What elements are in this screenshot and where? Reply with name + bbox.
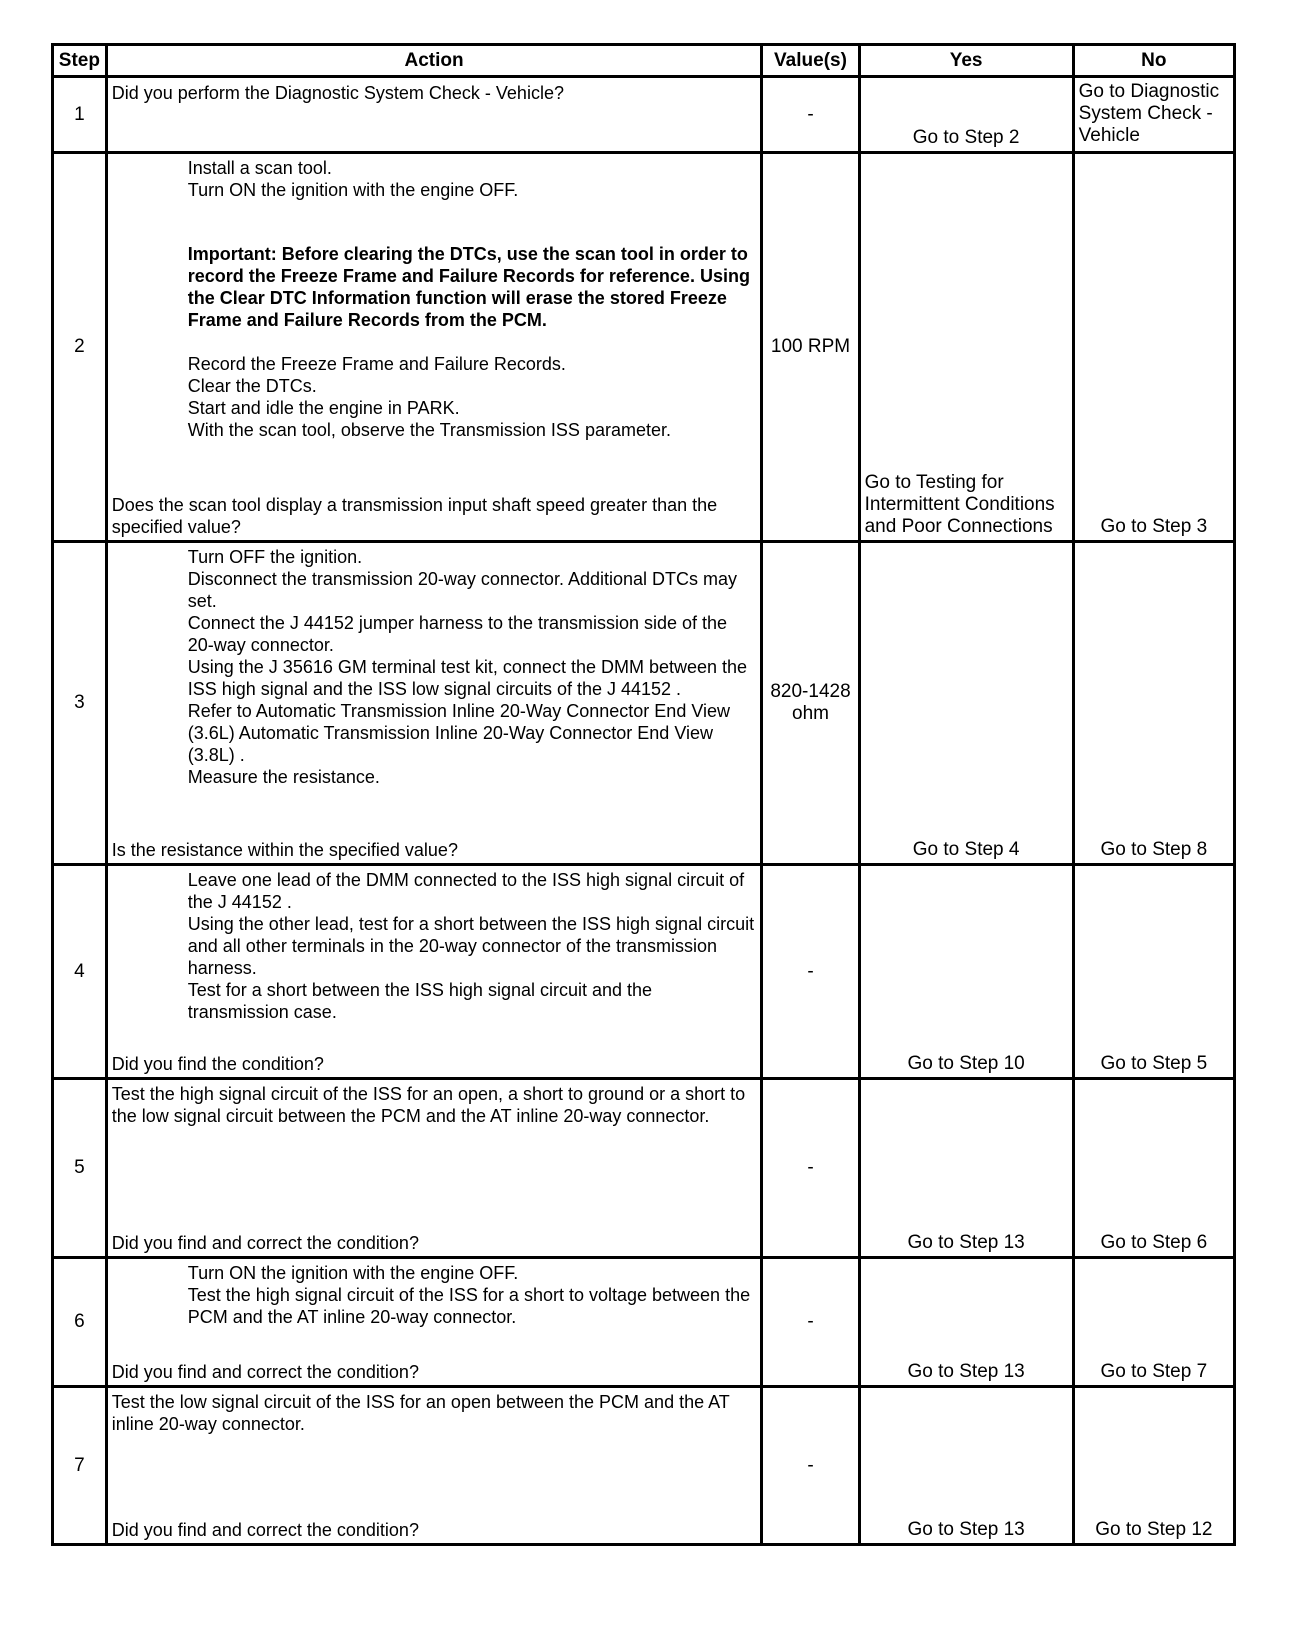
step-item: Turn ON the ignition with the engine OFF. xyxy=(187,1263,519,1283)
yes-link[interactable]: Go to Step 13 xyxy=(907,1361,1025,1382)
question-text: Does the scan tool display a transmission input shaft speed greater than the specified value? xyxy=(111,495,718,537)
no-link[interactable]: Go to Diagnostic System Check - Vehicle xyxy=(1078,81,1220,146)
value-cell: - xyxy=(762,77,859,153)
table-row xyxy=(53,77,1235,153)
yes-cell xyxy=(859,865,1073,1079)
value-cell: - xyxy=(762,1387,859,1545)
question-text: Did you find the condition? xyxy=(111,1054,324,1074)
step-item: Disconnect the transmission 20-way connector. Additional DTCs may set. xyxy=(187,569,738,611)
action-cell xyxy=(106,542,762,865)
important-note: Important: Before clearing the DTCs, use the scan tool in order to record the Freeze Frame and Failure Records for reference. Using the Clear DTC Information function will erase the stored Freeze Frame and Failure Records from the PCM. xyxy=(187,244,750,330)
header-step: Step xyxy=(53,45,107,77)
action-text: Did you perform the Diagnostic System Check - Vehicle? xyxy=(111,83,564,103)
action-cell xyxy=(106,77,762,153)
action-cell xyxy=(106,1387,762,1545)
action-cell xyxy=(106,865,762,1079)
header-row xyxy=(53,45,1235,77)
step-item: Refer to Automatic Transmission Inline 20-Way Connector End View (3.6L) Automatic Transmission Inline 20-Way Connector End View (3.8L) . xyxy=(187,701,731,765)
no-link[interactable]: Go to Step 8 xyxy=(1100,839,1208,860)
step-number: 1 xyxy=(53,77,107,153)
no-link[interactable]: Go to Step 7 xyxy=(1100,1361,1208,1382)
value-cell: - xyxy=(762,1079,859,1258)
no-link[interactable]: Go to Step 6 xyxy=(1100,1232,1208,1253)
step-item: Test the high signal circuit of the ISS for a short to voltage between the PCM and the AT inline 20-way connector. xyxy=(187,1285,751,1327)
yes-link[interactable]: Go to Step 13 xyxy=(907,1519,1025,1540)
header-action: Action xyxy=(106,45,762,77)
step-item: Using the other lead, test for a short between the ISS high signal circuit and all other terminals in the 20-way connector of the transmission harness. xyxy=(187,914,755,978)
yes-cell xyxy=(859,153,1073,542)
action-cell xyxy=(106,1079,762,1258)
step-list xyxy=(112,1262,757,1328)
step-item: With the scan tool, observe the Transmission ISS parameter. xyxy=(187,420,671,440)
step-item: Using the J 35616 GM terminal test kit, connect the DMM between the ISS high signal and the ISS low signal circuits of the J 44152 . xyxy=(187,657,748,699)
header-values: Value(s) xyxy=(762,45,859,77)
question-text: Did you find and correct the condition? xyxy=(111,1233,419,1253)
no-cell xyxy=(1073,1387,1234,1545)
action-text: Test the low signal circuit of the ISS for an open between the PCM and the AT inline 20-way connector. xyxy=(111,1392,730,1434)
question-text: Did you find and correct the condition? xyxy=(111,1362,419,1382)
table-row xyxy=(53,1258,1235,1387)
step-item: Start and idle the engine in PARK. xyxy=(187,398,460,418)
step-number: 5 xyxy=(53,1079,107,1258)
step-number: 7 xyxy=(53,1387,107,1545)
yes-link[interactable]: Go to Step 13 xyxy=(907,1232,1025,1253)
step-list xyxy=(112,546,757,788)
yes-link[interactable]: Go to Testing for Intermittent Conditions and Poor Connections xyxy=(864,472,1055,537)
value-cell: - xyxy=(762,865,859,1079)
no-cell xyxy=(1073,153,1234,542)
table-row xyxy=(53,542,1235,865)
table-row xyxy=(53,1079,1235,1258)
no-cell xyxy=(1073,1258,1234,1387)
step-number: 6 xyxy=(53,1258,107,1387)
step-list xyxy=(112,157,757,441)
yes-cell xyxy=(859,1258,1073,1387)
diagnostic-table xyxy=(51,43,1236,1546)
table-row xyxy=(53,153,1235,542)
action-cell xyxy=(106,153,762,542)
header-no: No xyxy=(1073,45,1234,77)
action-cell xyxy=(106,1258,762,1387)
step-item: Test for a short between the ISS high signal circuit and the transmission case. xyxy=(187,980,653,1022)
step-item: Connect the J 44152 jumper harness to the transmission side of the 20-way connector. xyxy=(187,613,728,655)
no-cell xyxy=(1073,77,1234,153)
yes-cell xyxy=(859,77,1073,153)
table-row xyxy=(53,1387,1235,1545)
step-item: Measure the resistance. xyxy=(187,767,380,787)
step-number: 3 xyxy=(53,542,107,865)
no-cell xyxy=(1073,542,1234,865)
step-item: Install a scan tool. xyxy=(187,158,332,178)
step-item: Turn ON the ignition with the engine OFF. xyxy=(187,180,519,200)
yes-cell xyxy=(859,1079,1073,1258)
step-item: Leave one lead of the DMM connected to the ISS high signal circuit of the J 44152 . xyxy=(187,870,745,912)
no-cell xyxy=(1073,1079,1234,1258)
question-text: Is the resistance within the specified value? xyxy=(111,840,458,860)
value-cell: 820-1428 ohm xyxy=(762,542,859,865)
yes-link[interactable]: Go to Step 10 xyxy=(907,1053,1025,1074)
question-text: Did you find and correct the condition? xyxy=(111,1520,419,1540)
no-link[interactable]: Go to Step 3 xyxy=(1100,516,1208,537)
header-yes: Yes xyxy=(859,45,1073,77)
step-number: 4 xyxy=(53,865,107,1079)
step-list xyxy=(112,869,757,1023)
yes-cell xyxy=(859,542,1073,865)
yes-link[interactable]: Go to Step 2 xyxy=(912,127,1020,148)
no-link[interactable]: Go to Step 12 xyxy=(1095,1519,1213,1540)
value-cell: - xyxy=(762,1258,859,1387)
step-item: Clear the DTCs. xyxy=(187,376,317,396)
no-link[interactable]: Go to Step 5 xyxy=(1100,1053,1208,1074)
step-item: Record the Freeze Frame and Failure Records. xyxy=(187,354,566,374)
step-item: Turn OFF the ignition. xyxy=(187,547,363,567)
yes-link[interactable]: Go to Step 4 xyxy=(912,839,1020,860)
no-cell xyxy=(1073,865,1234,1079)
table-row xyxy=(53,865,1235,1079)
value-cell: 100 RPM xyxy=(762,153,859,542)
action-text: Test the high signal circuit of the ISS for an open, a short to ground or a short to the low signal circuit between the PCM and the AT inline 20-way connector. xyxy=(111,1084,746,1126)
yes-cell xyxy=(859,1387,1073,1545)
step-number: 2 xyxy=(53,153,107,542)
